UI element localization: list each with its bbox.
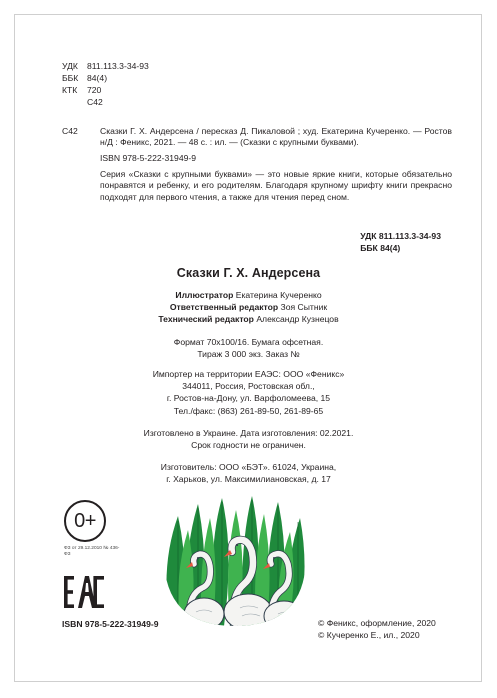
biblio-description: Сказки Г. Х. Андерсена / пересказ Д. Пикаловой ; худ. Екатерина Кучеренко. — Ростов н/Д : Феникс, 2021. — 48 с. : ил. — (Сказки с крупными буквами). xyxy=(100,126,452,148)
importer-line: Импортер на территории ЕАЭС: ООО «Феникс» xyxy=(152,369,345,379)
age-rating-text: 0+ xyxy=(74,509,96,532)
credit-name: Александр Кузнецов xyxy=(256,314,339,325)
classification-value: С42 xyxy=(87,97,103,107)
eac-logo-icon xyxy=(64,574,104,610)
author-mark: С42 xyxy=(62,126,78,136)
biblio-isbn: ISBN 978-5-222-31949-9 xyxy=(100,152,197,163)
manufacture-block xyxy=(0,427,497,451)
age-rating-icon xyxy=(64,500,106,542)
credit-name: Екатерина Кучеренко xyxy=(235,290,322,300)
biblio-main xyxy=(62,126,452,149)
credit-line xyxy=(0,301,497,313)
classification-key xyxy=(62,96,87,108)
credit-name: Зоя Сытник xyxy=(280,302,328,313)
copyright-block xyxy=(318,617,436,641)
classification-value: 811.113.3-34-93 xyxy=(87,61,149,71)
format-line: Тираж 3 000 экз. Заказ № xyxy=(197,349,300,360)
credits-block xyxy=(0,289,497,326)
classification-row xyxy=(62,60,149,72)
classification-key: КТК xyxy=(62,85,78,95)
importer-line: Тел./факс: (863) 261-89-50, 261-89-65 xyxy=(173,405,324,416)
isbn-bottom: ISBN 978-5-222-31949-9 xyxy=(62,619,159,629)
manufacture-line: Срок годности не ограничен. xyxy=(191,440,306,451)
classification-row xyxy=(62,72,149,84)
classification-codes xyxy=(62,60,149,108)
credit-role: Технический редактор xyxy=(158,314,254,325)
importer-block xyxy=(0,368,497,417)
importer-line: г. Ростов-на-Дону, ул. Варфоломеева, 15 xyxy=(166,393,331,404)
manufacture-line: Изготовлено в Украине. Дата изготовления: 02.2021. xyxy=(143,428,354,438)
classification-key: УДК xyxy=(62,61,78,71)
classification-key: ББК xyxy=(62,73,79,83)
importer-line: 344011, Россия, Ростовская обл., xyxy=(182,381,315,392)
format-block xyxy=(0,336,497,360)
law-note: ФЗ от 29.12.2010 № 436-ФЗ xyxy=(64,546,120,557)
credit-line xyxy=(0,313,497,325)
format-line: Формат 70х100/16. Бумага офсетная. xyxy=(173,337,324,347)
copyright-line: © Феникс, оформление, 2020 xyxy=(318,618,436,628)
codes-right xyxy=(360,230,441,254)
copyright-line: © Кучеренко Е., ил., 2020 xyxy=(318,630,420,640)
udk-code: УДК 811.113.3-34-93 xyxy=(360,231,441,241)
manufacturer-line: Изготовитель: ООО «БЭТ». 61024, Украина, xyxy=(160,462,337,472)
credit-line xyxy=(0,289,497,301)
credit-role: Иллюстратор xyxy=(175,290,234,300)
classification-row xyxy=(62,84,149,96)
classification-value: 84(4) xyxy=(87,73,108,83)
classification-value: 720 xyxy=(87,85,102,95)
credit-role: Ответственный редактор xyxy=(169,302,279,313)
manufacturer-line: г. Харьков, ул. Максимилиановская, д. 17 xyxy=(166,474,331,485)
swans-in-leaves-illustration-icon xyxy=(160,496,310,626)
classification-row xyxy=(62,96,149,108)
bbk-code: ББК 84(4) xyxy=(360,243,401,253)
bibliographic-record xyxy=(62,126,452,203)
book-title: Сказки Г. Х. Андерсена xyxy=(176,266,321,280)
manufacturer-block xyxy=(0,461,497,485)
biblio-abstract: Серия «Сказки с крупными буквами» — это новые яркие книги, которые обязательно понравятся и ребенку, и его родителям. Благодаря крупному шрифту книги прекрасно подходят для первого чтения, а также для чтения перед сном. xyxy=(100,169,452,202)
